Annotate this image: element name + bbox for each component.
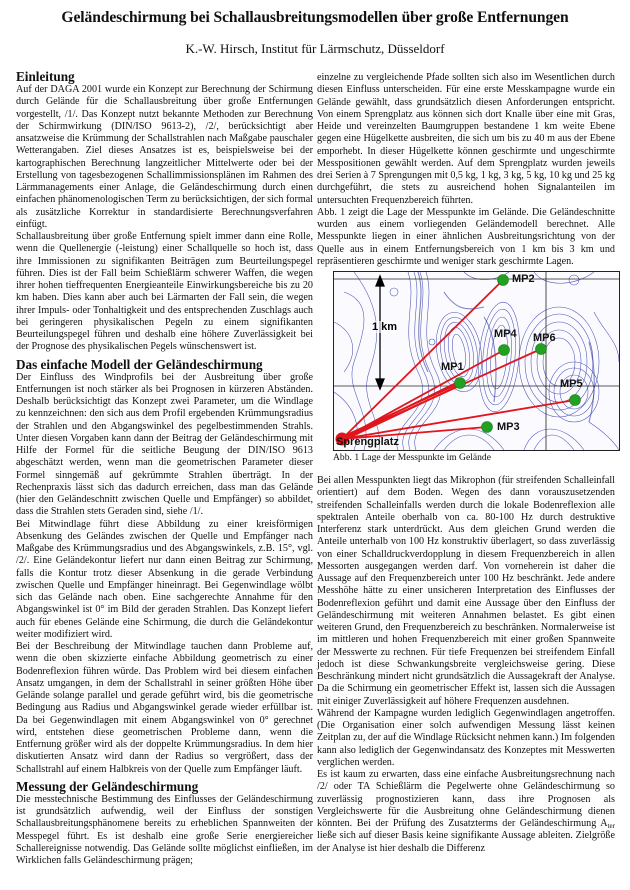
point-label-mp6: MP6 [533,332,556,344]
figure-caption: Abb. 1 Lage der Messpunkte im Gelände [333,452,491,463]
paragraph: Der Einfluss des Windprofils bei der Ausbreitung über große Entfernungen ist noch stärker als bei Prognosen in kürzeren Abständen. Deshalb berücksichtigt das Konzept zwei Parameter, um die Windlage zu kennzeichnen: den sich aus dem Profil ergebenden Krümmungsradius der Strahlen und den Abgangswinkel des pegelbestimmenden Strahls. Unter diesen Vorgaben kann dann der Beitrag der Geländeschirmung mit Hilfe der Formel für die seitliche Beugung der DIN/ISO 9613 abgeschätzt werden, wenn man die geometrischen Parameter dieser Formel sinngemäß auf gekrümmte Strahlen überträgt. In der Rechenpraxis lässt sich das dadurch erreichen, dass man das Gelände (hier den Geländeschnitt zwischen Quelle und Empfänger) so abbildet, dass die Strahlen stets Geraden sind, siehe /1/. [16,371,313,518]
point-label-mp1: MP1 [441,361,464,373]
right-column [317,72,615,855]
point-label-mp5: MP5 [560,378,583,390]
spacer [317,464,615,475]
point-label-mp4: MP4 [494,328,517,340]
scale-label: 1 km [372,321,398,333]
paragraph [317,769,615,855]
contour-map-graphic [334,272,619,450]
paragraph: Auf der DAGA 2001 wurde ein Konzept zur Berechnung der Schirmung durch Gelände für die Schallausbreitung über große Entfernungen vorgestellt, /1/. Das Konzept nutzt bekannte Methoden zur Berechnung der Schirmwirkung (DIN/ISO 9613-2), /2/, berücksichtigt aber ansatzweise die Krümmung der Schallstrahlen nach Maßgabe pauschaler Wetterangaben. Ziel dieses Ansatzes ist es, beispielsweise bei der kartographischen Berechnung langzeitlicher Mittelwerte oder bei der Erstellung von tagesbezogenen Schallimmissionsplänen im Rahmen des Lärmmanagements einer Anlage, die Geländeschirmung durch einen einfachen phänomenologischen Term zu berücksichtigen, der sich formal als zusätzliche Korrektur in standardisierte Berechnungsverfahren einfügt. [16,84,313,230]
source-label: Sprengplatz [336,436,399,448]
paragraph: Bei Mitwindlage führt diese Abbildung zu einer kreisförmigen Absenkung des Geländes zwischen der Quelle und Empfänger nach Maßgabe des Krümmungsradius und des Abgangswinkels, z.B. 15°, vgl. /2/. Eine Geländekontur liefert nur dann einen Beitrag zur Schirmung, falls die Kontur trotz dieser Absenkung in die gerade Verbindung zwischen Quelle und Empfänger hineinragt. Bei Gegenwindlage wölbt sich das Gelände nach oben. Eine sachgerechte Annahme für den Abgangswinkel ist 0° im Bild der geraden Strahlen. Das Konzept liefert auch für ebenes Gelände eine Schirmung, die durch die Geländekontur weiter modifiziert wird. [16,518,313,640]
paragraph: Bei allen Messpunkten liegt das Mikrophon (für streifenden Schalleinfall orientiert) auf dem Boden. Wegen des dann vorauszusetzenden streifenden Schalleinfalls werden durch die lokale Bodenreflexion alle spektralen Anteile oberhalb von ca. 80-100 Hz durch destruktive Interferenz stark unterdrückt. Aus dem gleichen Grund werden die Anteile unterhalb von 100 Hz konstruktiv überlagert, so dass zuverlässig von einer Schalldruckverdopplung in diesem Frequenzbereich in allen Messorten ausgegangen werden darf. Von vorneherein ist daher die Aussage auf den Frequenzbereich unter 100 Hz beschränkt. Jede andere Messhöhe hätte zu einer unsicheren Interpretation des Einflusses der Bodenreflexion geführt und damit eine Aussage über den Einfluss der Geländeschirmung mit weiteren Annahmen belastet. Es gibt einen weiteren Grund, den Frequenzbereich zu beschränken. Normalerweise ist im mittleren und hohen Frequenzbereich mit einer großen Spannweite der Messwerte zu rechnen. Für tiefe Frequenzen bei streifendem Einfall jedoch ist diese Schwankungsbreite vergleichsweise gering. Diese Beschränkung mindert nicht grundsätzlich die Aussagekraft der Analyse. Da die Schirmung ein geometrischer Effekt ist, lassen sich die Aussagen mit einiger Zuverlässigkeit auf höhere Frequenzen ausdehnen. [317,475,615,707]
point-label-mp2: MP2 [512,273,535,285]
paragraph: einzelne zu vergleichende Pfade sollten sich also im Wesentlichen durch diesen Einfluss unterscheiden. Für eine erste Messkampagne wurde ein Gelände gewählt, dass grundsätzlich diesen Anforderungen entspricht. Von einem Sprengplatz aus können sich dort Knalle über eine mit Gras, Heide und vereinzelten Baumgruppen bestandene 1 km weite Ebene gegen eine Hügelkette ausbreiten, die sich um bis zu 40 m aus der Ebene emporhebt. In dieser Hügelkette können geschirmte und ungeschirmte Messpositionen gewählt werden. Auf dem Sprengplatz wurden jeweils drei Serien à 7 Sprengungen mit 0,5 kg, 1 kg, 3 kg, 5 kg, 10 kg und 25 kg durchgeführt, die stets zu ausreichend hohen Signalanteilen im untersuchten Frequenzbereich führten. [317,72,615,206]
figure-terrain-map [333,271,620,451]
paragraph: Schallausbreitung über große Entfernung spielt immer dann eine Rolle, wenn die Quellenergie (-leistung) einer Schallquelle so hoch ist, dass ihre Immissionen zu signifikanten Beiträgen zum Beurteilungspegel führen. Dies ist der Fall beim Schießlärm schwerer Waffen, die wegen ihrer hohen tieffrequenten Energieanteile Einwirkungsbereiche bis zu 20 km haben. Dies kann aber auch bei Lärmarten der Fall sein, die wegen ihrer Impuls- oder Tonhaltigkeit und des entsprechenden Zuschlags auch bei geringeren physikalischen Pegeln zu einem signifikanten Beurteilungspegel führen und deshalb eine höhere Zuverlässigkeit bei der Prognose des physikalischen Pegels wünschenswert ist. [16,231,313,353]
author-affiliation: K.-W. Hirsch, Institut für Lärmschutz, Düsseldorf [185,41,445,56]
paragraph-text: Es ist kaum zu erwarten, dass eine einfache Ausbreitungsrechnung nach /2/ oder TA Schießlärm die Pegelwerte ohne Geländeschirmung so zuverlässig prognostizieren kann, dass ihre Prognosen als Vergleichswerte für die Ausbreitung ohne Geländeschirmung dienen könnten. Bei der Prüfung des Zusatzterms der Geländeschirmung A [317,769,615,829]
section-heading-messung: Messung der Geländeschirmung [16,778,199,794]
paragraph-text: ließe sich auf dieser Basis keine signifikante Aussage ableiten. Zielgröße der Analyse ist hier deshalb die Differenz [317,830,615,854]
paper-title: Geländeschirmung bei Schallausbreitungsmodellen über große Entfernungen [61,9,569,26]
paragraph: Während der Kampagne wurden lediglich Gegenwindlagen angetroffen. (Die Organisation einer solch aufwendigen Messung lässt keinen Zeitplan zu, der auf die Windlage Rücksicht nehmen kann.) Im folgenden kann also lediglich der Gegenwindansatz des Konzeptes mit Messwerten verglichen werden. [317,707,615,768]
subscript: ter [607,822,615,830]
section-heading-einleitung: Einleitung [16,69,75,84]
paragraph: Die messtechnische Bestimmung des Einflusses der Geländeschirmung ist grundsätzlich aufwendig, weil der Einfluss der sonstigen Schallausbreitungsphänomene bereits zu erheblichen Spannweiten der Messpegel führt. Es ist deshalb eine große Serie energiereicher Schallereignisse notwendig. Das Gelände sollte möglichst einfließen, im Wirklichen falls Geländeschirmung prägen; [16,793,313,866]
paragraph: Abb. 1 zeigt die Lage der Messpunkte im Gelände. Die Geländeschnitte wurden aus einem vorliegenden Geländemodell berechnet. Alle Messpunkte liegen in einer ähnlichen Ausbreitungsrichtung von der Quelle aus in einem Entfernungsbereich von 1 km bis 3 km und repräsentieren geschirmte und weniger stark geschirmte Lagen. [317,206,615,267]
section-heading-modell: Das einfache Modell der Geländeschirmung [16,356,263,372]
left-column [16,70,313,867]
point-label-mp3: MP3 [497,421,520,433]
paragraph: Bei der Beschreibung der Mitwindlage tauchen dann Probleme auf, wenn die oben skizzierte einfache Abbildung geometrisch zu einer Bodenreflexion führen würde. Das Problem wird bei diesem einfachen Ansatz umgangen, in dem der Schallstrahl in seiner größten Höhe über Gelände solange parallel und gerade geführt wird, bis die geometrische Bedingung aus Radius und Abgangswinkel gerade wieder erfüllbar ist. Da bei Gegenwindlagen mit einem Abgangswinkel von 0° gerechnet wird, entstehen diese geometrischen Probleme dann, wenn die Entfernung größer wird als der doppelte Krümmungsradius. In dem hier diskutierten Ansatz wird dann der Radius so vergrößert, dass der Schallstrahl auf einem Halbkreis von der Quelle zum Empfänger läuft. [16,641,313,775]
